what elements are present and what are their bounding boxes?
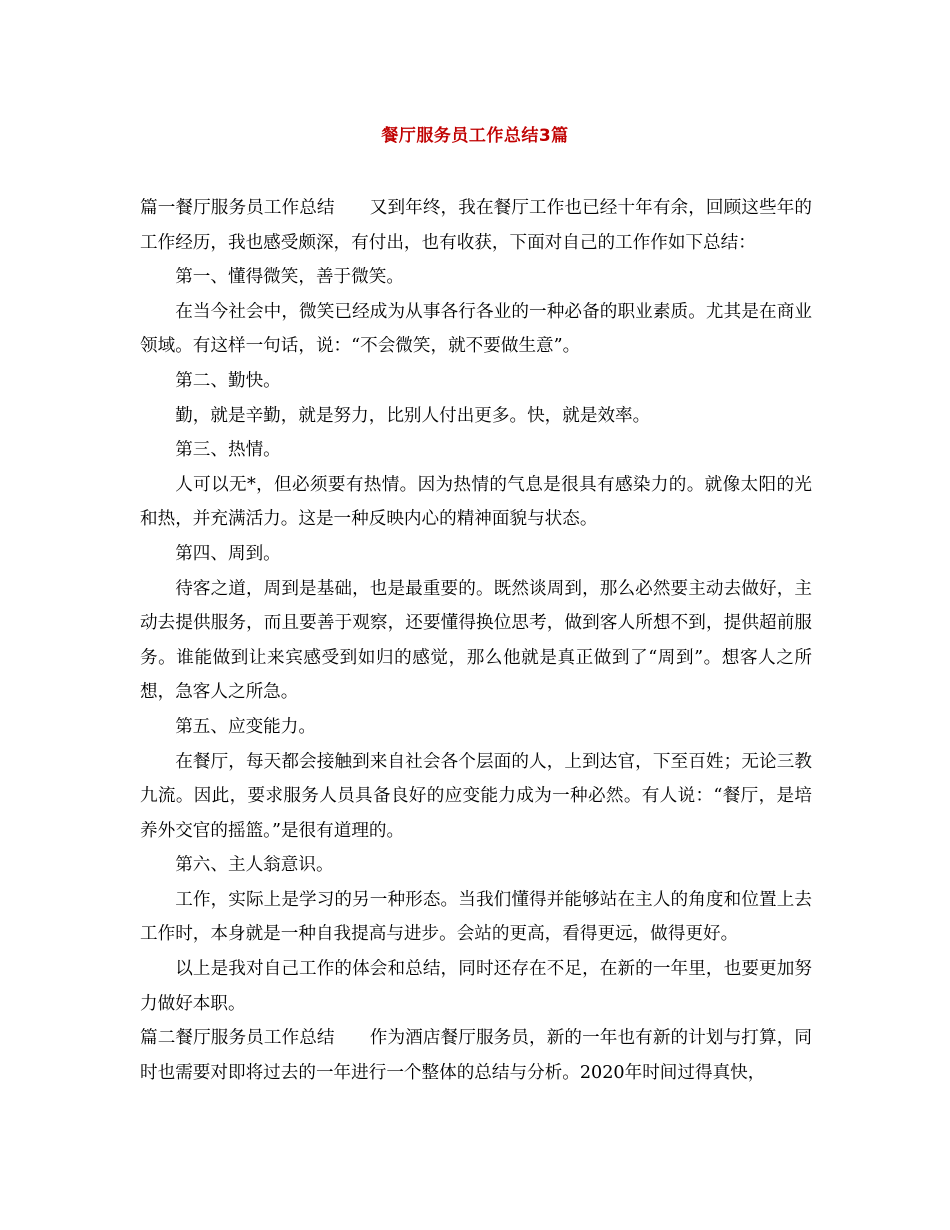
paragraph: 人可以无*，但必须要有热情。因为热情的气息是很具有感染力的。就像太阳的光和热，并充满活力。这是一种反映内心的精神面貌与状态。 bbox=[140, 474, 812, 530]
paragraph: 在当今社会中，微笑已经成为从事各行各业的一种必备的职业素质。尤其是在商业领域。有这样一句话，说：“不会微笑，就不要做生意”。 bbox=[140, 301, 812, 357]
section-two-label: 篇二餐厅服务员工作总结 bbox=[140, 1028, 335, 1049]
section-one-intro-paragraph bbox=[140, 191, 812, 260]
paragraph-text: 作为酒店餐厅服务员，新的一年也有新的计划与打算，同时也需要对即将过去的一年进行一个整体的总结与分析。2020年时间过得真快， bbox=[140, 1028, 812, 1083]
point-six-heading: 第六、主人翁意识。 bbox=[175, 855, 334, 876]
paragraph: 勤，就是辛勤，就是努力，比别人付出更多。快，就是效率。 bbox=[175, 405, 651, 426]
section-one-label: 篇一餐厅服务员工作总结 bbox=[140, 198, 335, 218]
document-title: 餐厅服务员工作总结3篇 bbox=[381, 126, 569, 146]
document-body bbox=[140, 191, 812, 1090]
point-three-heading: 第三、热情。 bbox=[175, 440, 281, 461]
point-four-heading: 第四、周到。 bbox=[175, 543, 281, 564]
paragraph: 待客之道，周到是基础，也是最重要的。既然谈周到，那么必然要主动去做好，主动去提供服务，而且要善于观察，还要懂得换位思考，做到客人所想不到，提供超前服务。谁能做到让来宾感受到如归的感觉，那么他就是真正做到了“周到”。想客人之所想，急客人之所急。 bbox=[140, 578, 812, 703]
paragraph: 工作，实际上是学习的另一种形态。当我们懂得并能够站在主人的角度和位置上去工作时，本身就是一种自我提高与进步。会站的更高，看得更远，做得更好。 bbox=[140, 889, 812, 945]
paragraph-text: 又到年终，我在餐厅工作也已经十年有余，回顾这些年的工作经历，我也感受颇深，有付出，也有收获，下面对自己的工作作如下总结： bbox=[140, 198, 812, 253]
point-two-heading: 第二、勤快。 bbox=[175, 370, 281, 391]
point-five-heading: 第五、应变能力。 bbox=[175, 716, 316, 737]
closing-paragraph: 以上是我对自己工作的体会和总结，同时还存在不足，在新的一年里，也要更加努力做好本职。 bbox=[140, 959, 812, 1014]
section-two-intro-paragraph bbox=[140, 1021, 812, 1090]
point-one-heading: 第一、懂得微笑，善于微笑。 bbox=[175, 267, 404, 288]
paragraph: 在餐厅，每天都会接触到来自社会各个层面的人，上到达官，下至百姓；无论三教九流。因此，要求服务人员具备良好的应变能力成为一种必然。有人说：“餐厅，是培养外交官的摇篮。”是很有道理的。 bbox=[140, 751, 812, 841]
